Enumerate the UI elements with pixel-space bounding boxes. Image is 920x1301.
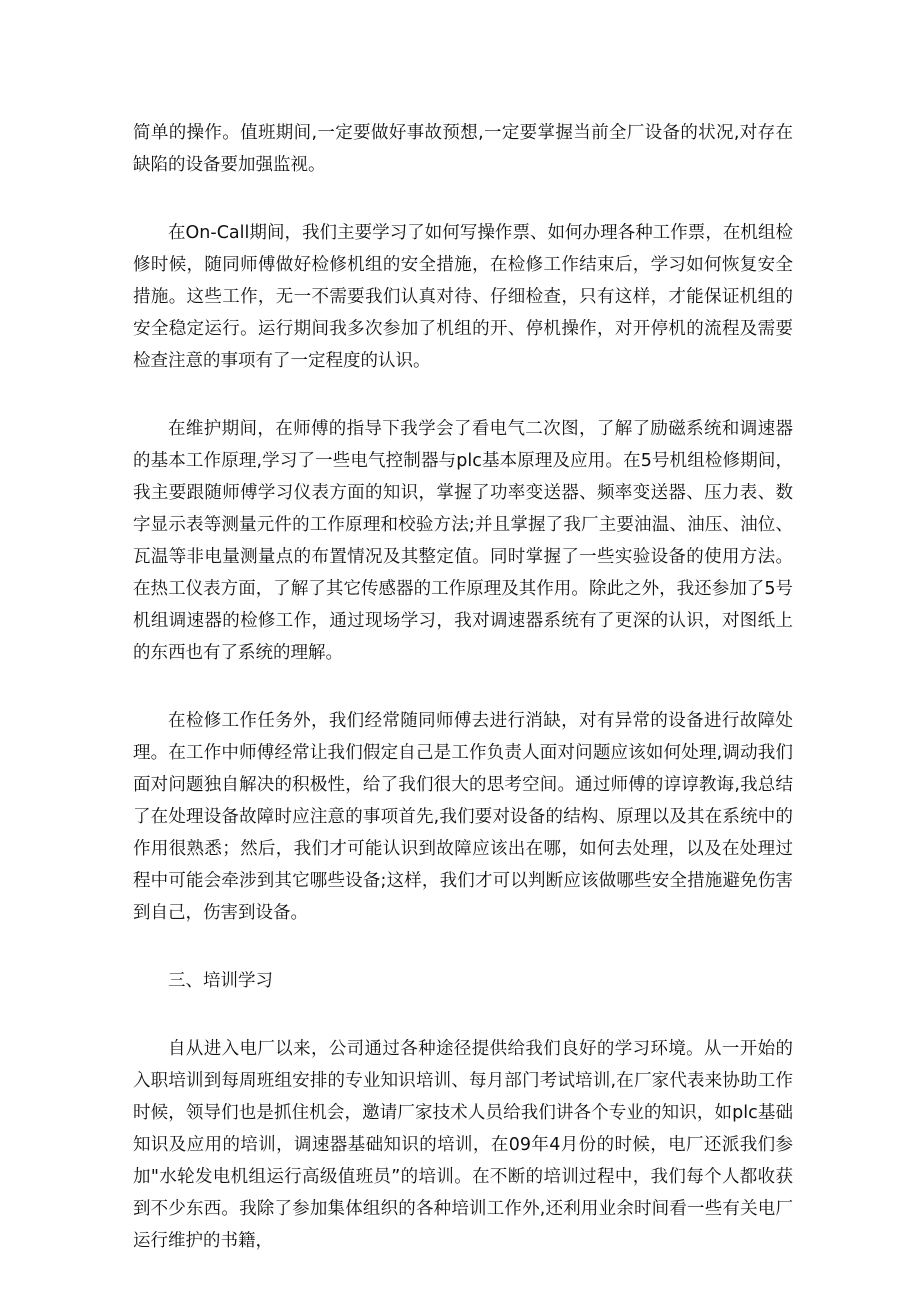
paragraph-training: 自从进入电厂以来，公司通过各种途径提供给我们良好的学习环境。从一开始的入职培训到每周班组安排的专业知识培训、每月部门考试培训,在厂家代表来协助工作时候，领导们也是抓住机会，邀请厂家技术人员给我们讲各个专业的知识，如plc基础知识及应用的培训，调速器基础知识的培训，在09年4月份的时候，电厂还派我们参加"水轮发电机组运行高级值班员”的培训。在不断的培训过程中，我们每个人都收获到不少东西。我除了参加集体组织的各种培训工作外,还利用业余时间看一些有关电厂运行维护的书籍， — [133, 1039, 793, 1251]
paragraph-duty-operations: 简单的操作。值班期间,一定要做好事故预想,一定要掌握当前全厂设备的状况,对存在缺陷的设备要加强监视。 — [133, 123, 793, 175]
section-heading-training: 三、培训学习 — [168, 971, 273, 991]
paragraph-maintenance: 在维护期间，在师傅的指导下我学会了看电气二次图，了解了励磁系统和调速器的基本工作原理,学习了一些电气控制器与plc基本原理及应用。在5号机组检修期间，我主要跟随师傅学习仪表方面的知识，掌握了功率变送器、频率变送器、压力表、数字显示表等测量元件的工作原理和校验方法;并且掌握了我厂主要油温、油压、油位、瓦温等非电量测量点的布置情况及其整定值。同时掌握了一些实验设备的使用方法。在热工仪表方面，了解了其它传感器的工作原理及其作用。除此之外，我还参加了5号机组调速器的检修工作，通过现场学习，我对调速器系统有了更深的认识，对图纸上的东西也有了系统的理解。 — [133, 419, 793, 663]
paragraph-on-call: 在On-Call期间，我们主要学习了如何写操作票、如何办理各种工作票，在机组检修时候，随同师傅做好检修机组的安全措施，在检修工作结束后，学习如何恢复安全措施。这些工作，无一不需要我们认真对待、仔细检查，只有这样，才能保证机组的安全稳定运行。运行期间我多次参加了机组的开、停机操作，对开停机的流程及需要检查注意的事项有了一定程度的认识。 — [133, 223, 793, 371]
document-body — [133, 117, 793, 1257]
paragraph-fault-handling: 在检修工作任务外，我们经常随同师傅去进行消缺，对有异常的设备进行故障处理。在工作中师傅经常让我们假定自己是工作负责人面对问题应该如何处理,调动我们面对问题独自解决的积极性，给了我们很大的思考空间。通过师傅的谆谆教诲,我总结了在处理设备故障时应注意的事项首先,我们要对设备的结构、原理以及其在系统中的作用很熟悉；然后，我们才可能认识到故障应该出在哪，如何去处理，以及在处理过程中可能会牵涉到其它哪些设备;这样，我们才可以判断应该做哪些安全措施避免伤害到自己，伤害到设备。 — [133, 711, 793, 923]
